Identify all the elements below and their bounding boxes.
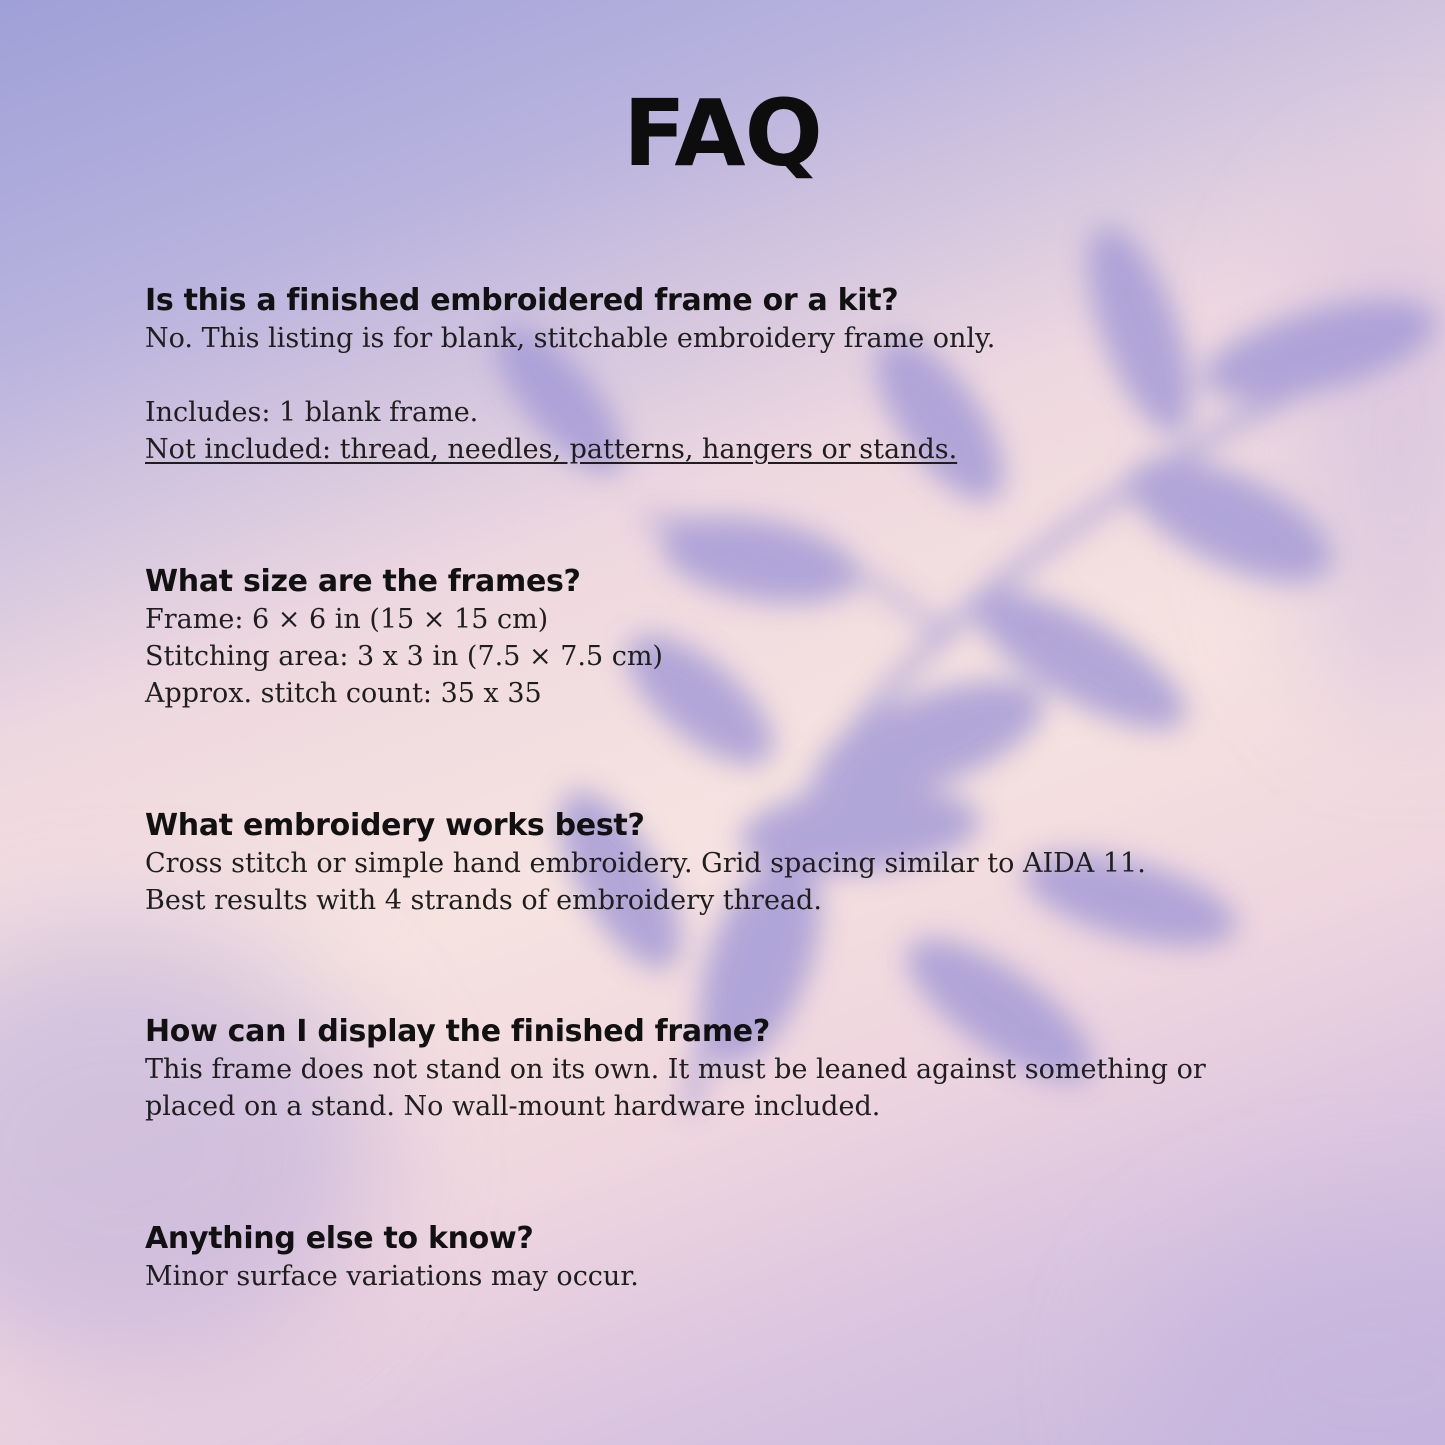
faq-item-3 bbox=[145, 807, 1345, 919]
faq-question: Anything else to know? bbox=[145, 1221, 534, 1256]
faq-item-5 bbox=[145, 1220, 1345, 1295]
faq-item-4 bbox=[145, 1013, 1345, 1125]
faq-answer-not-included: Not included: thread, needles, patterns, hangers or stands. bbox=[145, 434, 958, 465]
faq-answer: Cross stitch or simple hand embroidery. Grid spacing similar to AIDA 11. bbox=[145, 848, 1146, 879]
faq-question: What embroidery works best? bbox=[145, 808, 645, 843]
faq-answer: Best results with 4 strands of embroidery thread. bbox=[145, 885, 822, 916]
faq-answer: No. This listing is for blank, stitchable embroidery frame only. bbox=[145, 323, 996, 354]
faq-answer: placed on a stand. No wall-mount hardware included. bbox=[145, 1091, 881, 1122]
faq-question: How can I display the finished frame? bbox=[145, 1014, 770, 1049]
faq-answer: Approx. stitch count: 35 x 35 bbox=[145, 678, 542, 709]
faq-answer: Minor surface variations may occur. bbox=[145, 1261, 639, 1292]
page-title: FAQ bbox=[623, 80, 822, 187]
faq-question: What size are the frames? bbox=[145, 564, 581, 599]
faq-answer: Frame: 6 × 6 in (15 × 15 cm) bbox=[145, 604, 549, 635]
faq-question: Is this a finished embroidered frame or a kit? bbox=[145, 283, 899, 318]
faq-answer: Includes: 1 blank frame. bbox=[145, 397, 479, 428]
faq-answer: This frame does not stand on its own. It must be leaned against something or bbox=[145, 1054, 1206, 1085]
faq-item-1 bbox=[145, 282, 1345, 468]
faq-item-2 bbox=[145, 563, 1345, 712]
faq-answer: Stitching area: 3 x 3 in (7.5 × 7.5 cm) bbox=[145, 641, 663, 672]
